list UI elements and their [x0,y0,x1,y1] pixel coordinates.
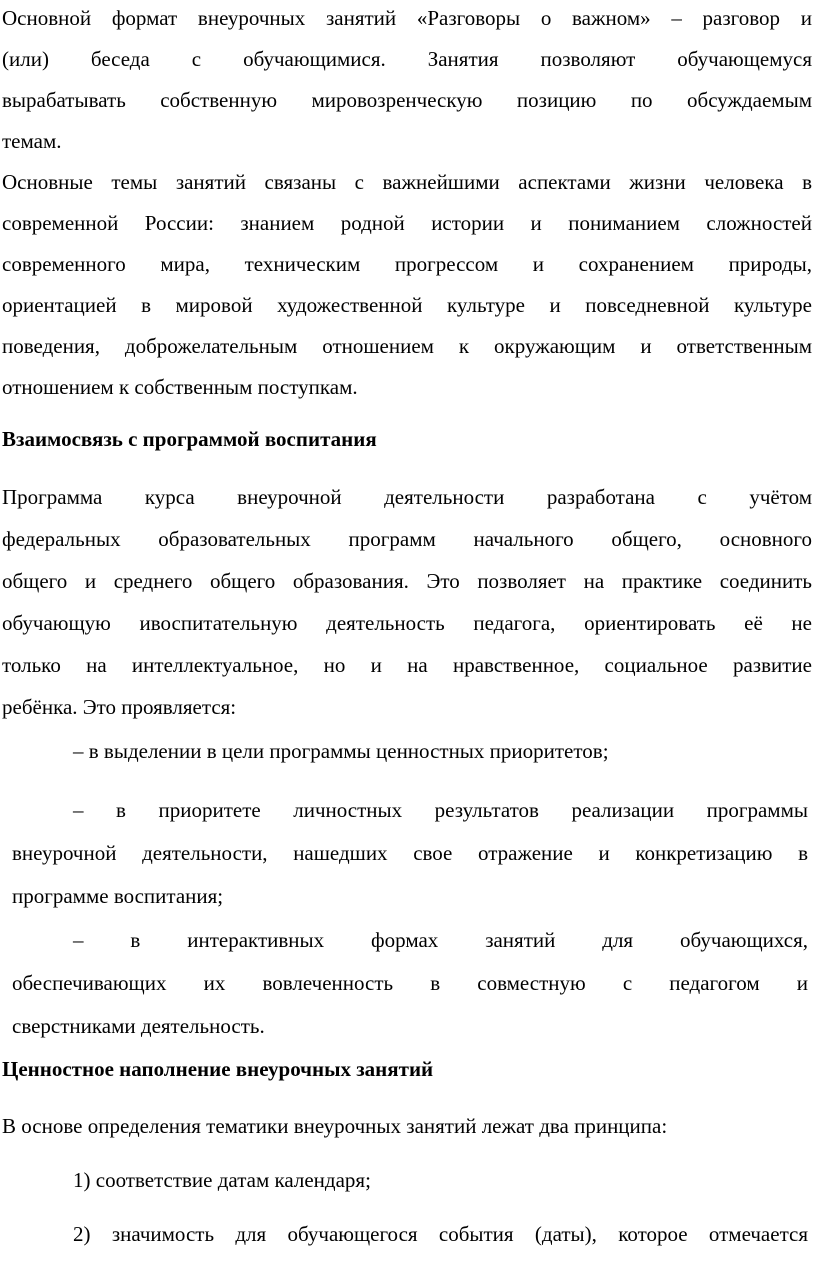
paragraph-4-line-1: В основе определения тематики внеурочных занятий лежат два принципа: [2,1114,668,1138]
bullet-3-line-1: – в интерактивных формах занятий для обучающихся, [73,928,808,952]
paragraph-3-line-5: только на интеллектуальное, но и на нравственное, социальное развитие [2,653,812,677]
bullet-2-line-3: программе воспитания; [12,884,224,908]
bullet-3-line-2: обеспечивающих их вовлеченность в совместную с педагогом и [12,971,808,995]
paragraph-1-line-2: (или) беседа с обучающимися. Занятия позволяют обучающемуся [2,47,812,71]
paragraph-3-line-2: федеральных образовательных программ начального общего, основного [2,527,812,551]
heading-program-connection: Взаимосвязь с программой воспитания [2,427,377,451]
paragraph-2-line-2: современной России: знанием родной истории и пониманием сложностей [2,211,812,235]
paragraph-2-line-1: Основные темы занятий связаны с важнейшими аспектами жизни человека в [2,170,812,194]
numbered-item-1: 1) соответствие датам календаря; [73,1168,371,1192]
paragraph-2-line-5: поведения, доброжелательным отношением к окружающим и ответственным [2,334,812,358]
bullet-1-line-1: – в выделении в цели программы ценностных приоритетов; [73,739,609,763]
paragraph-3-line-4: обучающую ивоспитательную деятельность педагога, ориентировать её не [2,611,812,635]
bullet-2-line-1: – в приоритете личностных результатов реализации программы [73,798,808,822]
paragraph-3-line-1: Программа курса внеурочной деятельности разработана с учётом [2,485,812,509]
heading-value-content: Ценностное наполнение внеурочных занятий [2,1057,434,1081]
paragraph-2-line-4: ориентацией в мировой художественной культуре и повседневной культуре [2,293,812,317]
paragraph-1-line-3: вырабатывать собственную мировозренческую позицию по обсуждаемым [2,88,812,112]
numbered-item-2: 2) значимость для обучающегося события (даты), которое отмечается [73,1222,808,1246]
paragraph-1-line-1: Основной формат внеурочных занятий «Разговоры о важном» – разговор и [2,6,812,30]
bullet-3-line-3: сверстниками деятельность. [12,1014,265,1038]
paragraph-2-line-3: современного мира, техническим прогрессом и сохранением природы, [2,252,812,276]
paragraph-3-line-3: общего и среднего общего образования. Это позволяет на практике соединить [2,569,812,593]
paragraph-2-line-6: отношением к собственным поступкам. [2,375,358,399]
paragraph-3-line-6: ребёнка. Это проявляется: [2,695,237,719]
bullet-2-line-2: внеурочной деятельности, нашедших свое отражение и конкретизацию в [12,841,808,865]
paragraph-1-line-4: темам. [2,129,62,153]
